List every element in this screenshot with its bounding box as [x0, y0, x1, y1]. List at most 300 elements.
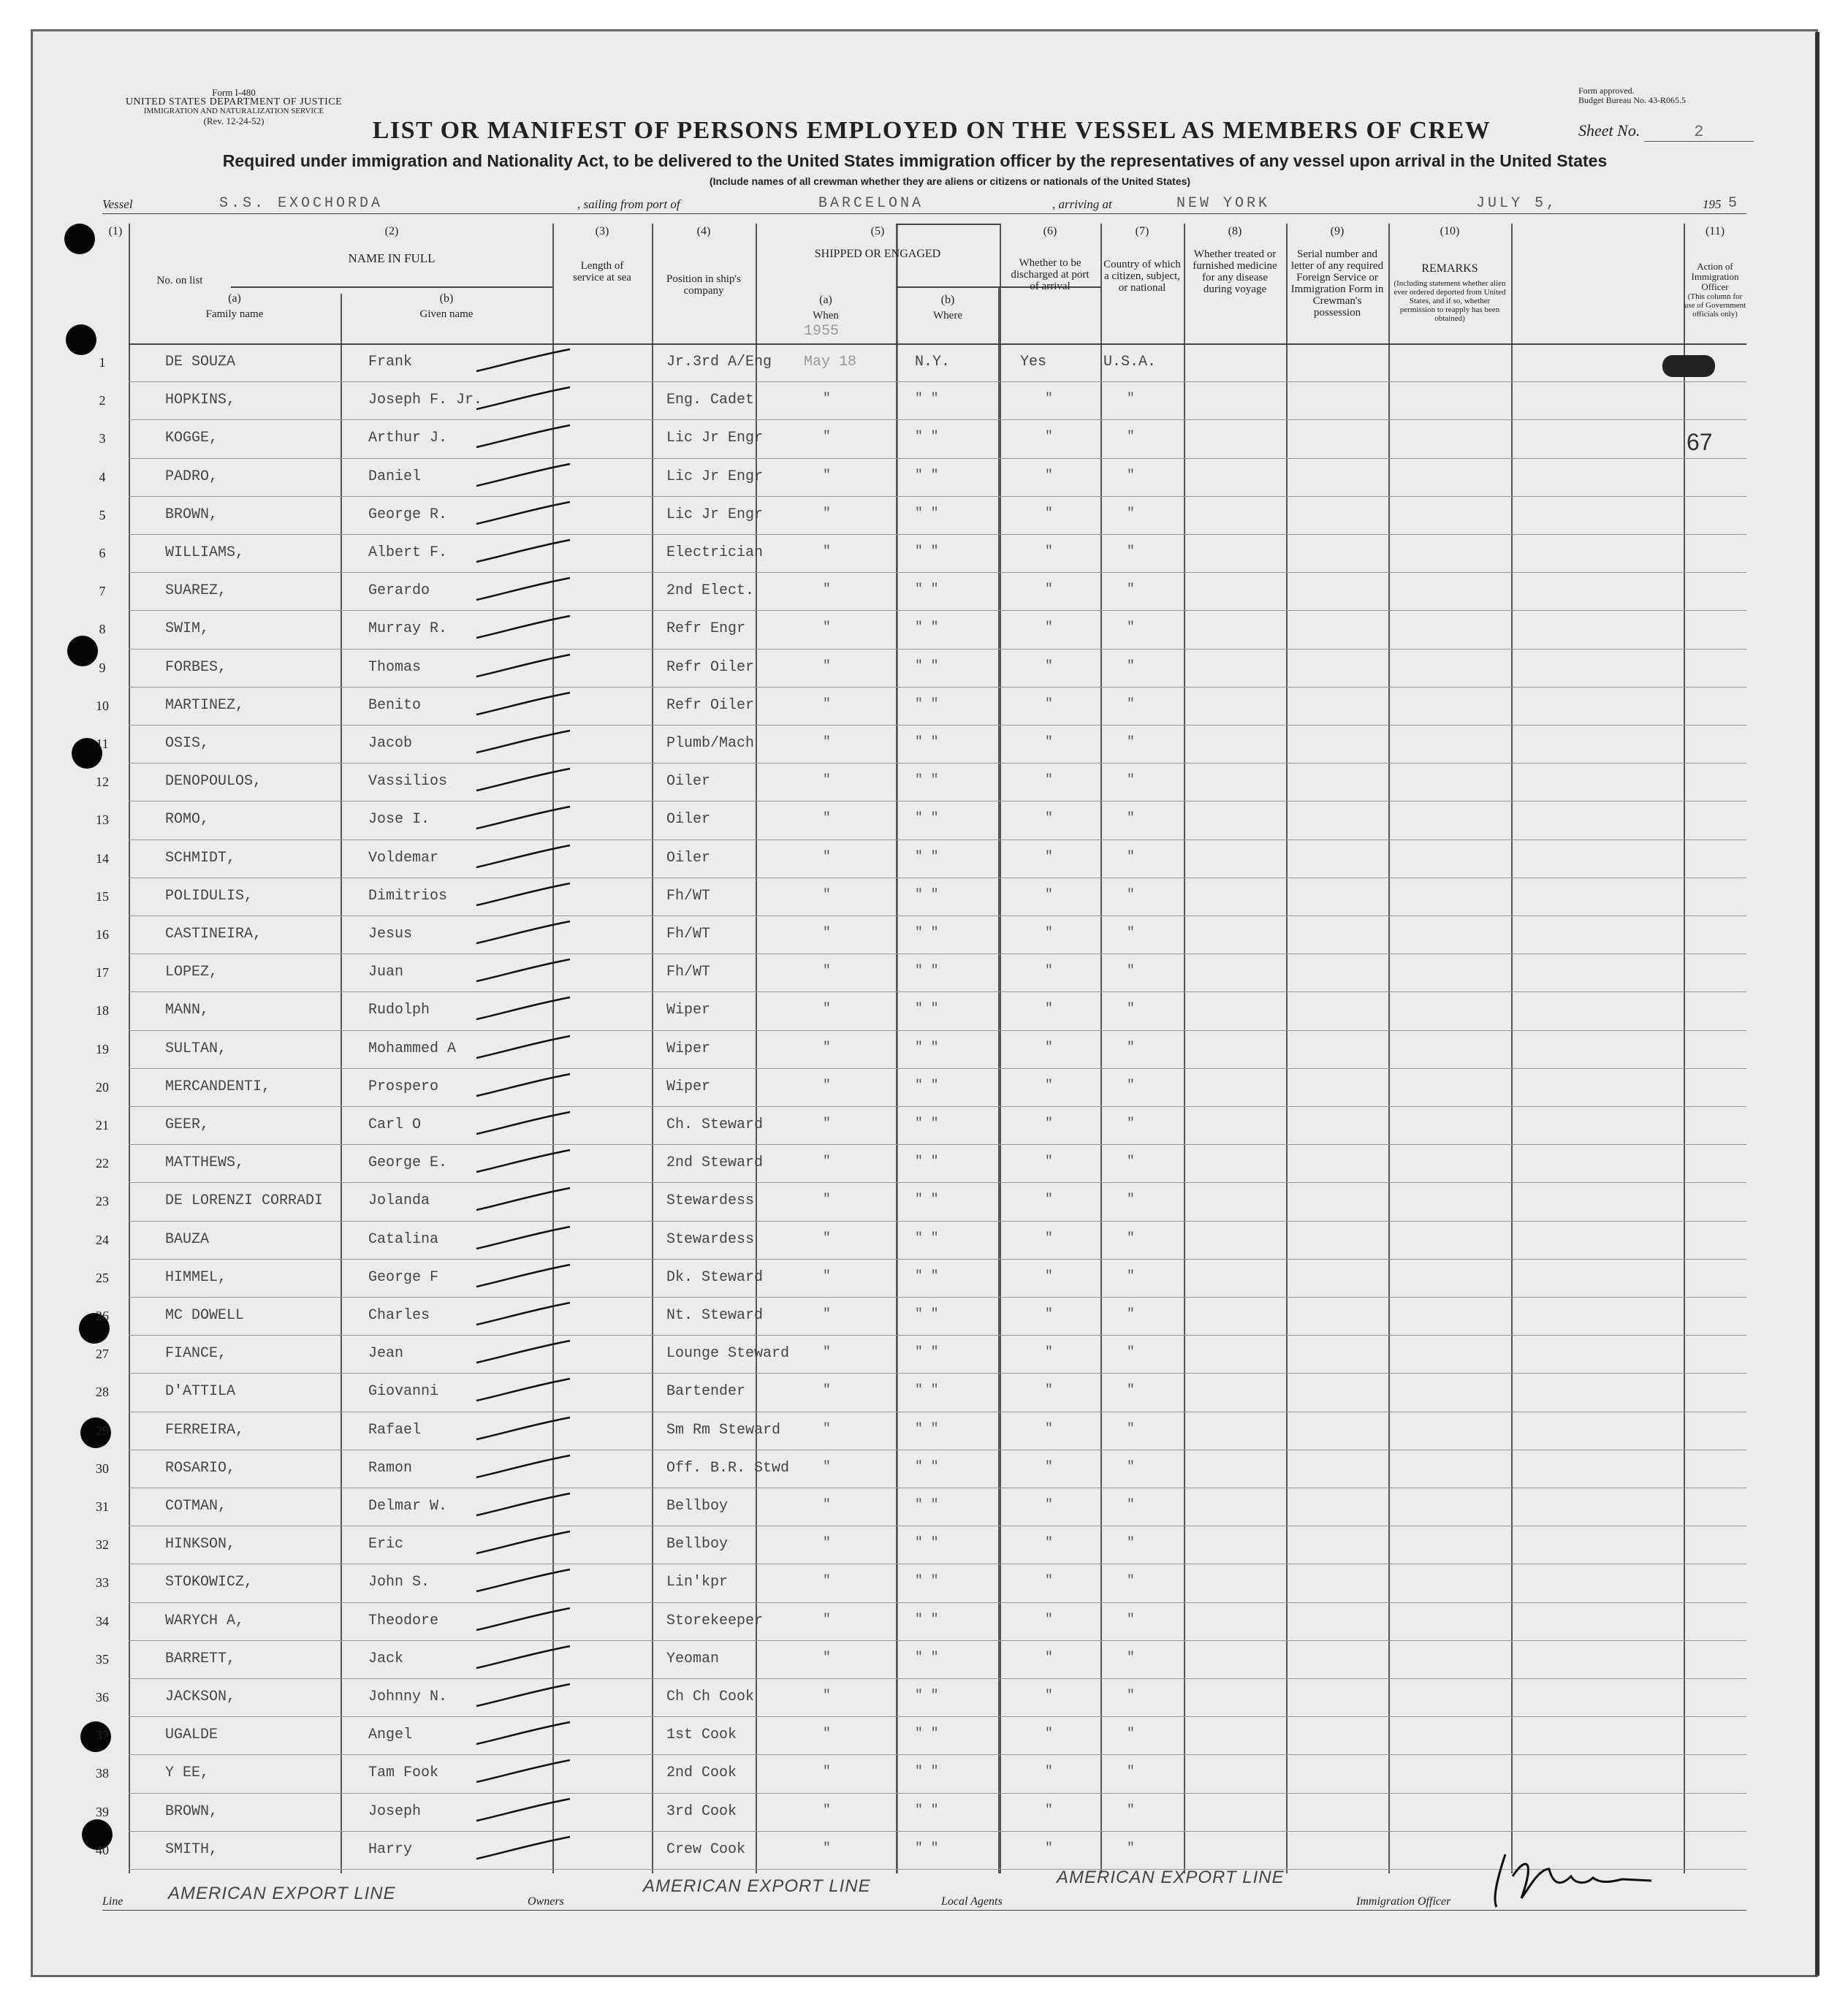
- given-name: Johnny N.: [368, 1689, 448, 1705]
- ditto-mark: ": [1127, 1307, 1135, 1322]
- ditto-mark: ": [1045, 849, 1053, 864]
- table-row: [129, 801, 1746, 802]
- col7-number: (7): [1135, 225, 1149, 237]
- ditto-mark: ": [823, 1307, 831, 1322]
- table-row: [129, 991, 1746, 992]
- ditto-mark: ": [823, 735, 831, 750]
- position: Lin'kpr: [666, 1574, 729, 1591]
- family-name: JACKSON,: [165, 1689, 236, 1705]
- ditto-mark: ": [823, 1116, 831, 1131]
- position: 2nd Cook: [666, 1765, 737, 1782]
- table-row: [129, 458, 1746, 459]
- form-approval: [1578, 86, 1686, 105]
- ditto-mark: ": [823, 1802, 831, 1818]
- position: Lic Jr Engr: [666, 506, 764, 523]
- table-row: [129, 1259, 1746, 1260]
- row-number: 39: [96, 1804, 109, 1819]
- position: Wiper: [666, 1002, 711, 1019]
- sheet-number: [1578, 121, 1754, 142]
- position: 1st Cook: [666, 1727, 737, 1744]
- page-title: LIST OR MANIFEST OF PERSONS EMPLOYED ON THE VESSEL AS MEMBERS OF CREW: [372, 117, 1491, 144]
- position: Plumb/Mach: [666, 735, 755, 752]
- row-number: 34: [96, 1613, 109, 1629]
- ditto-mark: ": [1127, 430, 1135, 445]
- ditto-mark: " ": [915, 392, 939, 407]
- check-stroke: [474, 346, 576, 376]
- position: Stewardess: [666, 1192, 755, 1210]
- family-name: FERREIRA,: [165, 1421, 245, 1439]
- ditto-mark: " ": [915, 1383, 939, 1398]
- given-name: Arthur J.: [368, 430, 448, 447]
- table-row: [129, 1335, 1746, 1336]
- form-revision: (Rev. 12-24-52): [203, 115, 265, 126]
- column-divider: [1684, 224, 1685, 1873]
- ditto-mark: " ": [915, 1802, 939, 1818]
- check-stroke: [474, 880, 576, 910]
- check-stroke: [474, 422, 576, 452]
- col11-note: (This column for use of Government officials only): [1684, 292, 1746, 319]
- given-name: Charles: [368, 1307, 430, 1324]
- check-stroke: [474, 1796, 576, 1825]
- position: 2nd Elect.: [666, 582, 755, 600]
- ditto-mark: ": [823, 1192, 831, 1208]
- ditto-mark: ": [1045, 926, 1053, 940]
- punch-hole: [66, 324, 96, 355]
- check-stroke: [474, 652, 576, 681]
- check-stroke: [474, 1605, 576, 1634]
- family-name: MANN,: [165, 1002, 210, 1019]
- column-divider: [341, 294, 342, 1873]
- position: Jr.3rd A/Eng: [666, 354, 772, 370]
- ditto-mark: ": [1127, 773, 1135, 788]
- family-name: D'ATTILA: [165, 1383, 236, 1401]
- ditto-mark: ": [1045, 1307, 1053, 1322]
- col3-header: Length of service at sea: [573, 260, 631, 283]
- family-name: HOPKINS,: [165, 392, 236, 409]
- row-number: 2: [99, 393, 106, 408]
- ditto-mark: ": [823, 620, 831, 636]
- family-name: Y EE,: [165, 1765, 210, 1782]
- position: Oiler: [666, 849, 711, 867]
- table-row: [129, 419, 1746, 420]
- table-row: [129, 1297, 1746, 1298]
- officer-action-value: 67: [1687, 429, 1713, 455]
- check-stroke: [474, 1415, 576, 1444]
- row-number: 10: [96, 698, 109, 713]
- family-name: HINKSON,: [165, 1536, 236, 1553]
- given-name: Giovanni: [368, 1383, 439, 1401]
- check-stroke: [474, 918, 576, 948]
- ditto-mark: ": [823, 1727, 831, 1742]
- row-number: 30: [96, 1461, 109, 1476]
- ditto-mark: ": [1127, 1383, 1135, 1398]
- position: Storekeeper: [666, 1612, 764, 1629]
- ditto-mark: ": [823, 544, 831, 559]
- port-name: BARCELONA: [818, 195, 924, 212]
- given-name: Juan: [368, 964, 404, 981]
- table-row: [129, 381, 1746, 382]
- ditto-mark: " ": [915, 1650, 939, 1665]
- family-name: STOKOWICZ,: [165, 1574, 254, 1591]
- position: Stewardess: [666, 1230, 755, 1248]
- ditto-mark: ": [1045, 1840, 1053, 1856]
- column-divider: [1184, 224, 1185, 1873]
- given-name: Jean: [368, 1345, 404, 1363]
- family-name: ROMO,: [165, 811, 210, 829]
- ditto-mark: ": [823, 468, 831, 483]
- position: Fh/WT: [666, 926, 711, 943]
- ditto-mark: ": [823, 1268, 831, 1284]
- ditto-mark: ": [1045, 1116, 1053, 1131]
- given-name: John S.: [368, 1574, 430, 1591]
- column-divider: [897, 224, 898, 1873]
- service-name: IMMIGRATION AND NATURALIZATION SERVICE: [143, 107, 324, 115]
- ditto-mark: ": [1127, 658, 1135, 674]
- family-name: MARTINEZ,: [165, 696, 245, 714]
- line-label: Line: [102, 1895, 123, 1908]
- family-name: DE SOUZA: [165, 354, 236, 370]
- family-name: SULTAN,: [165, 1040, 227, 1057]
- col3-number: (3): [595, 225, 609, 237]
- given-name: Ramon: [368, 1459, 413, 1477]
- given-name: Delmar W.: [368, 1498, 448, 1515]
- ditto-mark: ": [823, 1154, 831, 1170]
- col9-header: Serial number and letter of any required Foreign Service or Immigration Form in Crewman's possession: [1290, 248, 1384, 319]
- family-name: WARYCH A,: [165, 1612, 245, 1629]
- position: Eng. Cadet: [666, 392, 755, 409]
- position: 3rd Cook: [666, 1802, 737, 1820]
- position: Nt. Steward: [666, 1307, 764, 1324]
- table-row: [129, 1793, 1746, 1794]
- given-name: Jesus: [368, 926, 413, 943]
- check-stroke: [474, 1033, 576, 1062]
- given-name: Rafael: [368, 1421, 422, 1439]
- given-name: Thomas: [368, 658, 422, 676]
- family-name: COTMAN,: [165, 1498, 227, 1515]
- ditto-mark: ": [1045, 1802, 1053, 1818]
- ditto-mark: ": [1045, 811, 1053, 826]
- given-name: Theodore: [368, 1612, 439, 1629]
- ditto-mark: ": [1127, 926, 1135, 940]
- ditto-mark: ": [1045, 1536, 1053, 1551]
- department-name: UNITED STATES DEPARTMENT OF JUSTICE: [125, 96, 343, 107]
- col5-number: (5): [870, 225, 885, 237]
- agents-label: Local Agents: [941, 1895, 1003, 1908]
- vessel-name: S.S. EXOCHORDA: [219, 195, 384, 212]
- ditto-mark: ": [823, 1383, 831, 1398]
- check-stroke: [474, 1643, 576, 1672]
- table-row: [129, 1144, 1746, 1145]
- table-row: [129, 1373, 1746, 1374]
- row-number: 26: [96, 1309, 109, 1323]
- ditto-mark: ": [1045, 773, 1053, 788]
- ditto-mark: " ": [915, 1840, 939, 1856]
- position: Off. B.R. Stwd: [666, 1459, 790, 1477]
- form-number: Form I-480: [212, 87, 256, 98]
- ditto-mark: ": [823, 506, 831, 521]
- ditto-mark: ": [823, 658, 831, 674]
- ditto-mark: " ": [915, 887, 939, 902]
- table-row: [129, 1831, 1746, 1832]
- table-row: [129, 1754, 1746, 1755]
- ditto-mark: ": [1045, 582, 1053, 598]
- ditto-mark: ": [1045, 430, 1053, 445]
- row-number: 11: [96, 736, 109, 751]
- col5b-number: (b): [940, 294, 955, 306]
- column-divider: [129, 224, 130, 1873]
- ditto-mark: " ": [915, 1002, 939, 1017]
- ditto-mark: ": [1045, 1154, 1053, 1170]
- ditto-mark: " ": [915, 964, 939, 979]
- position: Refr Engr: [666, 620, 746, 638]
- check-stroke: [474, 575, 576, 604]
- ditto-mark: ": [1127, 1802, 1135, 1818]
- ditto-mark: " ": [915, 1230, 939, 1246]
- ditto-mark: ": [823, 887, 831, 902]
- row-number: 31: [96, 1499, 109, 1514]
- ditto-mark: ": [1127, 1727, 1135, 1742]
- col5-header: SHIPPED OR ENGAGED: [814, 248, 941, 260]
- port-label: , sailing from port of: [577, 197, 680, 211]
- check-stroke: [474, 842, 576, 872]
- ditto-mark: ": [1127, 1078, 1135, 1093]
- column-divider: [998, 286, 1000, 1873]
- country: U.S.A.: [1103, 354, 1157, 370]
- ditto-mark: ": [823, 392, 831, 407]
- ditto-mark: " ": [915, 1727, 939, 1742]
- header-divider: [231, 286, 552, 288]
- family-name: KOGGE,: [165, 430, 218, 447]
- col2-header: NAME IN FULL: [348, 251, 436, 265]
- discharged: Yes: [1020, 354, 1047, 370]
- given-name: George R.: [368, 506, 448, 523]
- arrival-year-suffix: 5: [1728, 195, 1738, 212]
- ditto-mark: ": [1045, 544, 1053, 559]
- family-name: BROWN,: [165, 506, 218, 523]
- col6-number: (6): [1043, 225, 1057, 237]
- ditto-mark: ": [823, 1078, 831, 1093]
- row-number: 28: [96, 1385, 109, 1400]
- ditto-mark: ": [1127, 735, 1135, 750]
- ditto-mark: ": [1045, 468, 1053, 483]
- row-number: 35: [96, 1651, 109, 1667]
- col8-header: Whether treated or furnished medicine for any disease during voyage: [1193, 248, 1277, 295]
- check-stroke: [474, 1757, 576, 1786]
- row-number: 25: [96, 1270, 109, 1285]
- subtitle: Required under immigration and Nationality Act, to be delivered to the United States immigration officer by the representatives of any vessel upon arrival in the United States: [222, 151, 1608, 170]
- ditto-mark: ": [1127, 582, 1135, 598]
- ditto-mark: ": [1045, 392, 1053, 407]
- officer-signature: [1483, 1847, 1673, 1913]
- ditto-mark: ": [823, 849, 831, 864]
- given-name: Frank: [368, 354, 413, 370]
- ditto-mark: ": [1127, 1650, 1135, 1665]
- col5a-number: (a): [819, 294, 832, 306]
- column-divider: [1286, 224, 1288, 1873]
- agents-stamp: AMERICAN EXPORT LINE: [1057, 1868, 1285, 1887]
- ditto-mark: " ": [915, 1612, 939, 1627]
- row-number: 18: [96, 1003, 109, 1019]
- check-stroke: [474, 1491, 576, 1520]
- check-stroke: [474, 1300, 576, 1329]
- check-stroke: [474, 537, 576, 566]
- position: Lic Jr Engr: [666, 430, 764, 447]
- position: Bellboy: [666, 1498, 729, 1515]
- ditto-mark: " ": [915, 1307, 939, 1322]
- ditto-mark: ": [1127, 392, 1135, 407]
- ditto-mark: ": [1045, 1345, 1053, 1360]
- row-number: 8: [99, 622, 106, 637]
- table-row: [129, 496, 1746, 497]
- col2b-header: Given name: [419, 308, 474, 320]
- given-name: Harry: [368, 1840, 413, 1858]
- position: Wiper: [666, 1078, 711, 1095]
- ditto-mark: " ": [915, 1154, 939, 1170]
- given-name: Daniel: [368, 468, 422, 485]
- family-name: SUAREZ,: [165, 582, 227, 600]
- given-name: Dimitrios: [368, 887, 448, 905]
- given-name: Benito: [368, 696, 422, 714]
- ditto-mark: ": [823, 582, 831, 598]
- ditto-mark: ": [1127, 1154, 1135, 1170]
- check-stroke: [474, 690, 576, 719]
- family-name: BARRETT,: [165, 1650, 236, 1667]
- position: Ch. Steward: [666, 1116, 764, 1133]
- row-number: 22: [96, 1156, 109, 1171]
- ditto-mark: ": [1127, 811, 1135, 826]
- position: Refr Oiler: [666, 658, 755, 676]
- row-number: 17: [96, 965, 109, 981]
- table-row: [129, 725, 1746, 726]
- col2b-number: (b): [439, 292, 454, 305]
- row-number: 24: [96, 1232, 109, 1247]
- ditto-mark: " ": [915, 582, 939, 598]
- col1-number: (1): [108, 225, 123, 237]
- ditto-mark: " ": [915, 430, 939, 445]
- family-name: GEER,: [165, 1116, 210, 1133]
- position: Wiper: [666, 1040, 711, 1057]
- family-name: UGALDE: [165, 1727, 218, 1744]
- ditto-mark: ": [1127, 544, 1135, 559]
- position: Lic Jr Engr: [666, 468, 764, 485]
- row-number: 5: [99, 507, 106, 522]
- ditto-mark: ": [823, 1498, 831, 1512]
- col10-note: (Including statement whether alien ever ordered deported from United States, and if so, whether permission to reapply has been obtained): [1393, 279, 1506, 323]
- year-engaged: 1955: [804, 323, 840, 340]
- ditto-mark: " ": [915, 1078, 939, 1093]
- row-number: 20: [96, 1079, 109, 1095]
- ditto-mark: ": [1045, 1230, 1053, 1246]
- given-name: Jose I.: [368, 811, 430, 829]
- table-row: [129, 1030, 1746, 1031]
- ditto-mark: " ": [915, 1116, 939, 1131]
- family-name: SMITH,: [165, 1840, 218, 1858]
- ditto-mark: " ": [915, 1765, 939, 1780]
- ditto-mark: " ": [915, 1574, 939, 1589]
- check-stroke: [474, 384, 576, 414]
- ditto-mark: " ": [915, 544, 939, 559]
- row-number: 32: [96, 1537, 109, 1553]
- family-name: HIMMEL,: [165, 1268, 227, 1286]
- row-number: 29: [96, 1423, 109, 1438]
- check-stroke: [474, 766, 576, 795]
- family-name: FIANCE,: [165, 1345, 227, 1363]
- given-name: Murray R.: [368, 620, 448, 638]
- ditto-mark: ": [1127, 1612, 1135, 1627]
- given-name: Voldemar: [368, 849, 439, 867]
- check-stroke: [474, 1338, 576, 1367]
- table-row: [129, 953, 1746, 954]
- given-name: George E.: [368, 1154, 448, 1172]
- family-name: MERCANDENTI,: [165, 1078, 271, 1095]
- arriving-port: NEW YORK: [1176, 195, 1271, 212]
- ditto-mark: ": [1127, 887, 1135, 902]
- check-stroke: [474, 1262, 576, 1291]
- given-name: Angel: [368, 1727, 413, 1744]
- owners-label: Owners: [528, 1895, 564, 1908]
- row-number: 23: [96, 1194, 109, 1209]
- family-name: POLIDULIS,: [165, 887, 254, 905]
- ditto-mark: ": [1045, 1612, 1053, 1627]
- ditto-mark: ": [1045, 964, 1053, 979]
- table-row: [129, 1678, 1746, 1679]
- row-number: 37: [96, 1728, 109, 1743]
- check-stroke: [474, 728, 576, 757]
- arrival-year-prefix: 195: [1703, 197, 1722, 211]
- row-number: 14: [96, 850, 109, 866]
- position: Yeoman: [666, 1650, 720, 1667]
- ditto-mark: ": [1045, 1078, 1053, 1093]
- position: Lounge Steward: [666, 1345, 790, 1363]
- position: Sm Rm Steward: [666, 1421, 781, 1439]
- given-name: Eric: [368, 1536, 404, 1553]
- ditto-mark: " ": [915, 1040, 939, 1055]
- given-name: Mohammed A: [368, 1040, 457, 1057]
- ditto-mark: ": [1127, 1002, 1135, 1017]
- family-name: DENOPOULOS,: [165, 773, 262, 791]
- ditto-mark: ": [823, 696, 831, 712]
- ditto-mark: ": [1045, 1459, 1053, 1474]
- check-stroke: [474, 613, 576, 642]
- ditto-mark: " ": [915, 1345, 939, 1360]
- family-name: OSIS,: [165, 735, 210, 752]
- column-divider: [1000, 224, 1001, 1873]
- table-row: [129, 1221, 1746, 1222]
- ditto-mark: ": [823, 1612, 831, 1627]
- position: Bellboy: [666, 1536, 729, 1553]
- col10-header: REMARKS: [1421, 262, 1478, 275]
- row-number: 13: [96, 812, 109, 828]
- given-name: Vassilios: [368, 773, 448, 791]
- table-row: [129, 572, 1746, 573]
- col2-number: (2): [384, 225, 399, 237]
- ditto-mark: ": [1045, 887, 1053, 902]
- table-row: [129, 1068, 1746, 1069]
- col10-number: (10): [1440, 225, 1460, 237]
- ditto-mark: ": [1127, 849, 1135, 864]
- check-stroke: [474, 1071, 576, 1100]
- given-name: Rudolph: [368, 1002, 430, 1019]
- ditto-mark: ": [823, 1459, 831, 1474]
- ditto-mark: ": [1127, 1040, 1135, 1055]
- check-stroke: [474, 499, 576, 528]
- col8-number: (8): [1228, 225, 1242, 237]
- row-number: 27: [96, 1347, 109, 1362]
- family-name: LOPEZ,: [165, 964, 218, 981]
- col2a-header: Family name: [205, 308, 264, 320]
- ditto-mark: " ": [915, 620, 939, 636]
- family-name: SWIM,: [165, 620, 210, 638]
